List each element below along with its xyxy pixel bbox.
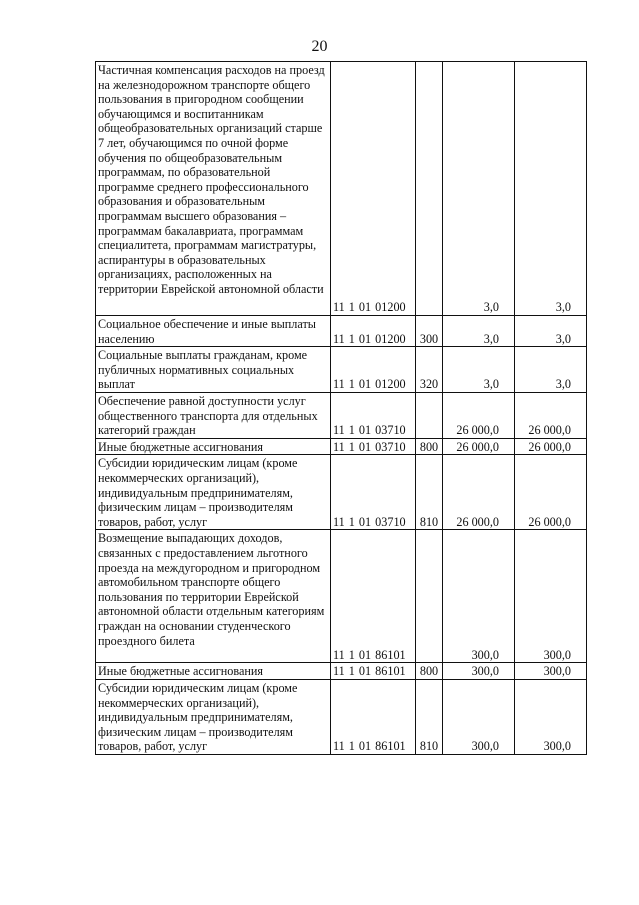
target-code-cell: 11 1 01 03710	[331, 392, 416, 438]
row-name-cell	[96, 62, 331, 316]
row-name: Обеспечение равной доступности услуг общественного транспорта для отдельных категорий граждан	[98, 393, 318, 438]
amount-cell-2: 26 000,0	[515, 438, 587, 455]
target-code-cell: 11 1 01 03710	[331, 455, 416, 530]
row-name: Иные бюджетные ассигнования	[98, 664, 264, 679]
amount-cell-2: 3,0	[515, 62, 587, 316]
row-name: Социальное обеспечение и иные выплаты населению	[98, 317, 316, 346]
amount-cell-2: 26 000,0	[515, 455, 587, 530]
expense-type-cell: 810	[416, 679, 443, 754]
target-code-cell: 11 1 01 86101	[331, 530, 416, 663]
amount-cell-1: 3,0	[443, 347, 515, 393]
row-name: Частичная компенсация расходов на проезд на железнодорожном транспорте общего пользования в пригородном сообщении обучающимся и воспитанникам общеобразовательных организаций старше 7 лет, обучающимся по очной форме обучения по общеобразовательным программам, по образовательной программе среднего профессионального образования и образовательным программам высшего образования – программам бакалавриата, программам специалитета, программам магистратуры, аспирантуры в образовательных организациях, расположенных на территории Еврейской автономной области	[98, 63, 325, 296]
expense-type-cell: 300	[416, 316, 443, 347]
expense-type-cell	[416, 530, 443, 663]
table-row	[96, 392, 587, 438]
amount-cell-1: 3,0	[443, 62, 515, 316]
amount-cell-1: 300,0	[443, 663, 515, 680]
amount-cell-2: 26 000,0	[515, 392, 587, 438]
row-name-cell	[96, 316, 331, 347]
table-row	[96, 438, 587, 455]
row-name-cell	[96, 438, 331, 455]
row-name: Иные бюджетные ассигнования	[98, 439, 264, 454]
table-row	[96, 679, 587, 754]
row-name: Субсидии юридическим лицам (кроме некоммерческих организаций), индивидуальным предпринимателям, физическим лицам – производителям товаров, работ, услуг	[98, 680, 298, 754]
amount-cell-1: 300,0	[443, 679, 515, 754]
expense-type-cell	[416, 62, 443, 316]
amount-cell-2: 300,0	[515, 679, 587, 754]
amount-cell-2: 300,0	[515, 530, 587, 663]
table-row	[96, 455, 587, 530]
table-row	[96, 663, 587, 680]
table-row	[96, 347, 587, 393]
target-code-cell: 11 1 01 01200	[331, 316, 416, 347]
target-code-cell: 11 1 01 01200	[331, 347, 416, 393]
target-code-cell: 11 1 01 86101	[331, 663, 416, 680]
target-code-cell: 11 1 01 03710	[331, 438, 416, 455]
amount-cell-1: 26 000,0	[443, 438, 515, 455]
expense-type-cell: 800	[416, 663, 443, 680]
amount-cell-1: 300,0	[443, 530, 515, 663]
expense-type-cell: 800	[416, 438, 443, 455]
amount-cell-1: 26 000,0	[443, 392, 515, 438]
amount-cell-2: 3,0	[515, 347, 587, 393]
target-code-cell: 11 1 01 86101	[331, 679, 416, 754]
amount-cell-1: 3,0	[443, 316, 515, 347]
row-name-cell	[96, 679, 331, 754]
row-name-cell	[96, 347, 331, 393]
row-name-cell	[96, 392, 331, 438]
table-row	[96, 530, 587, 663]
amount-cell-1: 26 000,0	[443, 455, 515, 530]
expense-type-cell: 810	[416, 455, 443, 530]
table-row	[96, 316, 587, 347]
amount-cell-2: 300,0	[515, 663, 587, 680]
row-name: Возмещение выпадающих доходов, связанных с предоставлением льготного проезда на междугородном и пригородном автомобильном транспорте общего пользования по территории Еврейской автономной области отдельным категориям граждан на основании студенческого проездного билета	[98, 531, 325, 648]
row-name: Субсидии юридическим лицам (кроме некоммерческих организаций), индивидуальным предпринимателям, физическим лицам – производителям товаров, работ, услуг	[98, 456, 298, 529]
amount-cell-2: 3,0	[515, 316, 587, 347]
expense-type-cell	[416, 392, 443, 438]
row-name: Социальные выплаты гражданам, кроме публичных нормативных социальных выплат	[98, 348, 308, 392]
row-name-cell	[96, 530, 331, 663]
row-name-cell	[96, 455, 331, 530]
budget-table	[95, 61, 587, 755]
table-row	[96, 62, 587, 316]
row-name-cell	[96, 663, 331, 680]
page-number: 20	[311, 38, 328, 55]
expense-type-cell: 320	[416, 347, 443, 393]
target-code-cell: 11 1 01 01200	[331, 62, 416, 316]
